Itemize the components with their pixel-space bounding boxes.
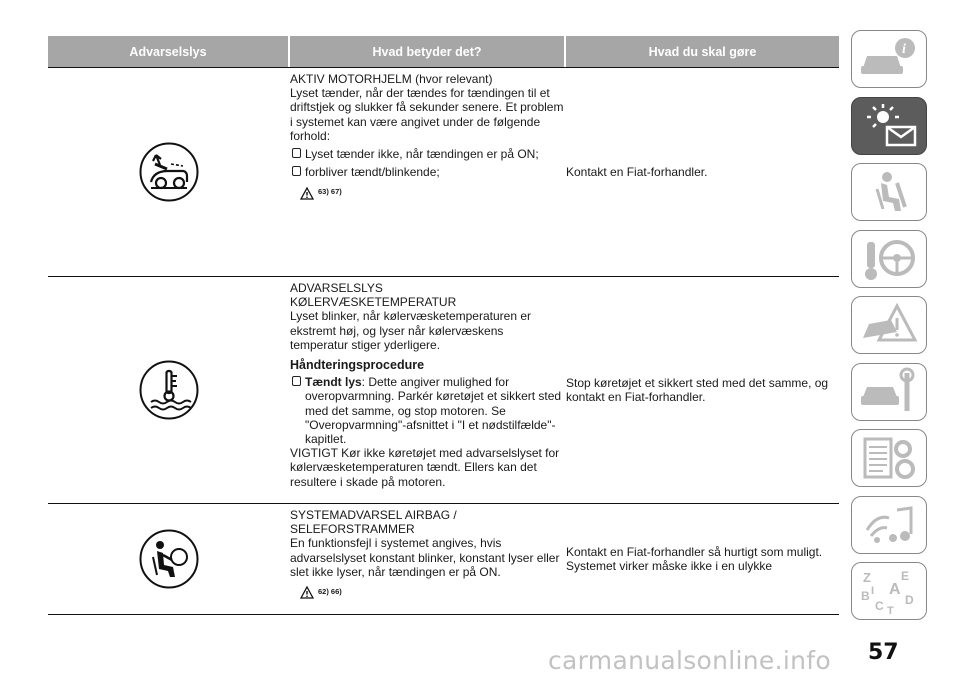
action-cell — [566, 504, 839, 614]
row-title: ADVARSELSLYS — [290, 281, 383, 295]
warning-reference — [300, 185, 564, 199]
airbag-icon — [139, 529, 199, 589]
bullet-text: forbliver tændt/blinkende; — [305, 165, 440, 180]
icon-cell — [48, 68, 290, 276]
active-bonnet-icon — [139, 142, 199, 202]
tab-car-info[interactable] — [851, 30, 927, 88]
table-row — [48, 68, 839, 276]
bullet-text: Lyset tænder ikke, når tændingen er på ON; — [305, 147, 539, 162]
page-number: 57 — [868, 640, 899, 665]
bullet-box-icon — [292, 166, 301, 176]
row-title: SELEFORSTRAMMER — [290, 522, 415, 537]
index-icon — [857, 566, 921, 616]
svg-text:A: A — [889, 581, 901, 598]
list-item — [290, 375, 564, 446]
tab-multimedia[interactable] — [851, 496, 927, 554]
tab-starting-driving[interactable] — [851, 230, 927, 288]
meaning-cell — [290, 277, 566, 503]
svg-text:Z: Z — [863, 570, 871, 585]
row-text: En funktionsfejl i systemet angives, hvis advarselslyset konstant blinker, konstant lyser eller slet ikke lyser, når tændingen er på ON. — [290, 536, 560, 579]
tab-seat-safety[interactable] — [851, 163, 927, 221]
starting-driving-icon — [857, 234, 921, 284]
action-cell — [566, 68, 839, 276]
action-cell — [566, 277, 839, 503]
tab-warning-lights[interactable] — [851, 97, 927, 155]
header-meaning: Hvad betyder det? — [290, 36, 564, 67]
action-text: Kontakt en Fiat-forhandler så hurtigt som muligt. Systemet virker måske ikke i en ulykke — [566, 544, 823, 573]
tab-maintenance[interactable] — [851, 363, 927, 421]
meaning-cell — [290, 68, 566, 276]
warning-triangle-icon — [300, 586, 314, 599]
header-warning-light: Advarselslys — [48, 36, 288, 67]
bullet-content — [305, 375, 564, 446]
warning-triangle-icon — [300, 187, 314, 200]
row-text: Lyset tænder, når der tændes for tændingen til et driftstjek og slukker få sekunder senere. Et problem i systemet kan være angivet under de følgende forhold: — [290, 86, 564, 143]
action-text: Stop køretøjet et sikkert sted med det samme, og kontakt en Fiat-forhandler. — [566, 375, 829, 404]
bullet-box-icon — [292, 148, 301, 158]
reference-numbers: 63) 67) — [318, 187, 342, 197]
table-row — [48, 504, 839, 614]
tab-index[interactable] — [851, 562, 927, 620]
tab-emergency[interactable] — [851, 296, 927, 354]
header-action: Hvad du skal gøre — [566, 36, 839, 67]
emergency-icon — [857, 300, 921, 350]
svg-text:T: T — [887, 605, 894, 616]
table-row — [48, 277, 839, 503]
action-text: Kontakt en Fiat-forhandler. — [566, 164, 708, 179]
coolant-temperature-icon — [139, 360, 199, 420]
list-item — [290, 147, 564, 161]
row-text: Lyset blinker, når kølervæsketemperaturen er ekstremt høj, og lyser når kølervæskens temperatur stiger yderligere. — [290, 309, 531, 352]
svg-text:E: E — [901, 569, 910, 583]
bullet-box-icon — [292, 376, 301, 386]
watermark: carmanualsonline.info — [548, 646, 831, 675]
bullet-bold-label: Tændt lys — [305, 375, 362, 390]
seat-safety-icon — [857, 167, 921, 217]
warning-reference — [300, 585, 564, 599]
chapter-tabs — [851, 30, 931, 629]
icon-cell — [48, 277, 290, 503]
list-item — [290, 165, 564, 179]
procedure-heading: Håndteringsprocedure — [290, 358, 425, 373]
row-title: SYSTEMADVARSEL AIRBAG / — [290, 508, 457, 522]
maintenance-icon — [857, 367, 921, 417]
meaning-cell — [290, 504, 566, 614]
important-note: VIGTIGT Kør ikke køretøjet med advarselslyset for kølervæsketemperaturen tændt. Ellers kan det resultere i skade på motoren. — [290, 446, 560, 489]
row-divider — [48, 614, 839, 615]
svg-text:I: I — [871, 585, 875, 597]
car-info-icon — [857, 34, 921, 84]
row-title: KØLERVÆSKETEMPERATUR — [290, 295, 457, 310]
svg-text:D: D — [905, 593, 914, 607]
warning-lights-table — [48, 36, 839, 615]
technical-data-icon — [857, 433, 921, 483]
row-title: AKTIV MOTORHJELM (hvor relevant) — [290, 72, 493, 86]
warning-lights-icon — [857, 101, 921, 151]
svg-text:C: C — [875, 599, 884, 613]
icon-cell — [48, 504, 290, 614]
svg-text:B: B — [861, 589, 870, 603]
multimedia-icon — [857, 500, 921, 550]
reference-numbers: 62) 66) — [318, 587, 342, 597]
tab-technical-data[interactable] — [851, 429, 927, 487]
bullet-text: : Dette angiver mulighed for overopvarmning. Parkér køretøjet et sikkert sted med det samme, og stop motoren. Se "Overopvarmning"-afsnittet i "I et nødstilfælde"-kapitlet. — [305, 375, 562, 447]
table-header — [48, 36, 839, 67]
svg-text:i: i — [902, 42, 906, 57]
